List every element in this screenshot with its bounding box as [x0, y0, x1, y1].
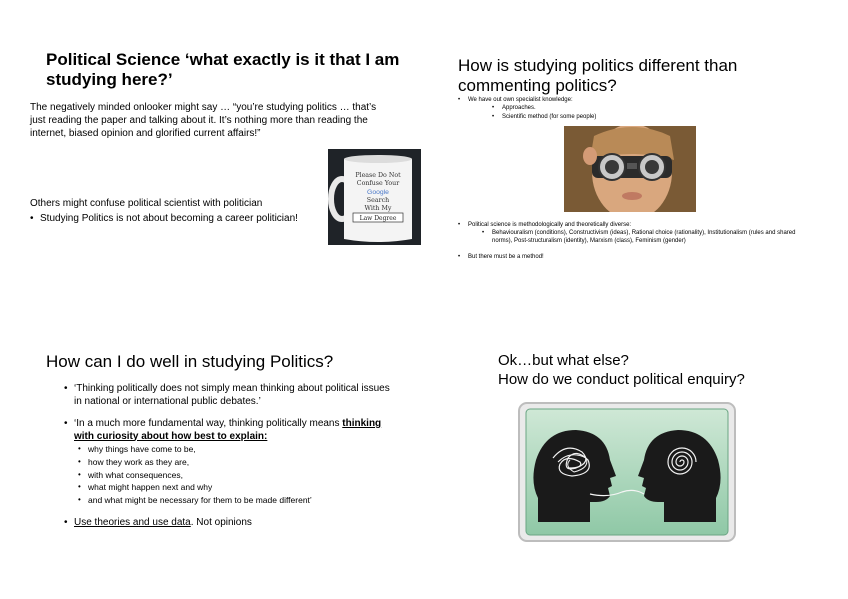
slide-3-bullet-3-link: Use theories and use data — [74, 516, 191, 528]
mug-image — [328, 149, 421, 245]
slide-1-paragraph-2: Others might confuse political scientist with politician — [30, 198, 263, 209]
slide-2-title: How is studying politics different than commenting politics? — [458, 56, 738, 95]
slide-3-bullet-2-prefix: ‘In a much more fundamental way, thinking politically means — [74, 418, 343, 429]
slide-2-sub-1: • Approaches. — [492, 104, 596, 112]
slide-3-sub-4: • what might happen next and why — [78, 481, 394, 494]
slide-2-bullet-3 — [458, 254, 544, 260]
slide-4-title — [498, 352, 745, 390]
slide-2-bullet-1-text: We have out own specialist knowledge: — [468, 97, 573, 103]
mug-text-3: Google — [367, 189, 389, 196]
slide-2-knowledge-list — [458, 96, 596, 121]
slide-3-sub-1: • why things have come to be, — [78, 443, 394, 456]
slide-1-paragraph-1: The negatively minded onlooker might say … “you’re studying politics … that’s just reading the paper and talking about it. It’s nothing more than reading the internet, biased opinion and glorified current affairs!” — [30, 102, 377, 139]
slide-3-sub-5: • and what might be necessary for them to be made different’ — [78, 494, 394, 507]
slide-3-bullet-1 — [64, 383, 394, 408]
slide-2-sublist-1 — [468, 104, 596, 121]
slide-4-title-line-1: Ok…but what else? — [498, 352, 629, 369]
slide-3-bullet-2 — [64, 418, 394, 443]
slide-1-bullet-text: Studying Politics is not about becoming a career politician! — [40, 213, 298, 224]
slide-3-bullet-3-rest: . Not opinions — [190, 516, 252, 528]
slide-2-sublist-2 — [458, 229, 798, 245]
slide-2-bullet-3-text: But there must be a method! — [468, 254, 544, 260]
slide-3-body — [64, 383, 394, 529]
slide-3-bullet-3 — [64, 517, 394, 530]
slide-3-sub-3: • with what consequences, — [78, 469, 394, 482]
slide-2-sub-2: • Scientific method (for some people) — [492, 113, 596, 121]
mug-text-1: Please Do Not — [355, 172, 401, 179]
slide-1-bullet — [30, 213, 350, 224]
slide-3-bullet-2-emphasis: thinking with curiosity about how best to explain: — [74, 418, 382, 442]
slide-2-diversity-block — [458, 221, 798, 245]
slide-2-bullet-2 — [458, 221, 798, 229]
slide-3-sub-2: • how they work as they are, — [78, 456, 394, 469]
slide-1-title: Political Science ‘what exactly is it that I am studying here?’ — [46, 50, 400, 90]
slide-3-sublist — [64, 443, 394, 507]
mug-text-6: Law Degree — [359, 215, 397, 222]
two-heads-illustration — [518, 402, 736, 542]
slide-2-bullet-2-text: Political science is methodologically and theoretically diverse: — [468, 222, 632, 228]
mug-text-4: Search — [366, 197, 390, 204]
slide-3-title: How can I do well in studying Politics? — [46, 352, 334, 371]
mug-text-5: With My — [364, 205, 392, 212]
mug-text-2: Confuse Your — [356, 180, 400, 187]
eye-test-photo — [564, 126, 696, 212]
slide-2-bullet-1 — [458, 96, 596, 121]
slide-2-sub-3: • Behaviouralism (conditions), Constructivism (ideas), Rational choice (rationality), Institutionalism (rules and shared norms), Post-structuralism (identity), Marxism (class), Feminism (gender) — [482, 229, 798, 245]
slide-3-bullet-1-text: ‘Thinking politically does not simply mean thinking about political issues in national or international public debates.’ — [74, 383, 390, 407]
slide-4-title-line-2: How do we conduct political enquiry? — [498, 370, 745, 388]
